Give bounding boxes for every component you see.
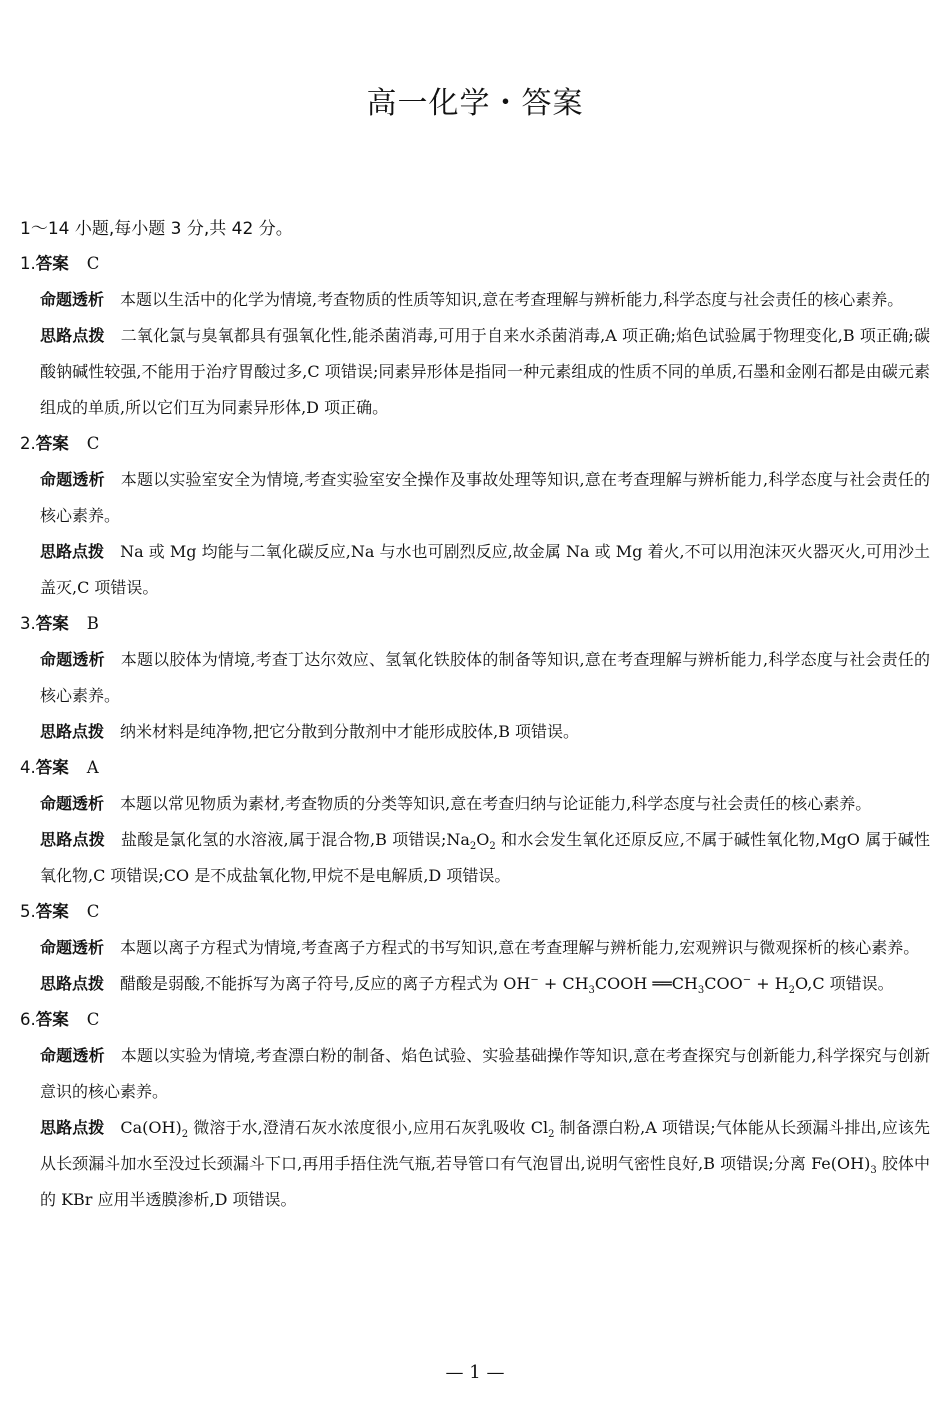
answer-label: 答案: [35, 758, 69, 777]
answer-label: 答案: [35, 434, 69, 453]
question-number: 4.: [20, 758, 36, 777]
answer-value: C: [86, 1010, 100, 1029]
hint-paragraph: [40, 1110, 930, 1218]
answer-value: C: [86, 902, 100, 921]
question-item: [20, 606, 930, 750]
question-number: 1.: [20, 254, 36, 273]
hint-paragraph: [40, 822, 930, 894]
analysis-label: 命题透析: [40, 1046, 105, 1065]
answer-value: A: [86, 758, 99, 777]
hint-label: 思路点拨: [40, 830, 105, 849]
analysis-paragraph: [40, 1038, 930, 1110]
question-header: [20, 426, 930, 462]
question-item: [20, 246, 930, 426]
question-header: [20, 1002, 930, 1038]
hint-paragraph: [40, 714, 930, 750]
question-number: 2.: [20, 434, 36, 453]
question-number: 5.: [20, 902, 36, 921]
analysis-paragraph: [40, 930, 930, 966]
question-header: [20, 606, 930, 642]
analysis-text: 本题以实验为情境,考查漂白粉的制备、焰色试验、实验基础操作等知识,意在考查探究与创新能力,科学探究与创新意识的核心素养。: [40, 1046, 930, 1101]
hint-text: Na 或 Mg 均能与二氧化碳反应,Na 与水也可剧烈反应,故金属 Na 或 Mg 着火,不可以用泡沫灭火器灭火,可用沙土盖灭,C 项错误。: [40, 542, 930, 597]
question-number: 3.: [20, 614, 36, 633]
question-header: [20, 894, 930, 930]
hint-paragraph: [40, 534, 930, 606]
hint-label: 思路点拨: [40, 326, 105, 345]
analysis-label: 命题透析: [40, 938, 105, 957]
analysis-paragraph: [40, 282, 930, 318]
analysis-text: 本题以胶体为情境,考查丁达尔效应、氢氧化铁胶体的制备等知识,意在考查理解与辨析能力,科学态度与社会责任的核心素养。: [40, 650, 930, 705]
analysis-label: 命题透析: [40, 650, 105, 669]
answer-label: 答案: [35, 902, 69, 921]
question-header: [20, 750, 930, 786]
hint-text: 醋酸是弱酸,不能拆写为离子符号,反应的离子方程式为 $OH^- + CH_3COOH$ $══CH_3COO^- + H_2O,C$ 项错误。: [120, 974, 894, 997]
analysis-label: 命题透析: [40, 794, 105, 813]
hint-label: 思路点拨: [40, 722, 105, 741]
hint-paragraph: [40, 966, 930, 1002]
analysis-text: 本题以常见物质为素材,考查物质的分类等知识,意在考查归纳与论证能力,科学态度与社会责任的核心素养。: [120, 794, 872, 813]
analysis-label: 命题透析: [40, 290, 105, 309]
answer-label: 答案: [35, 1010, 69, 1029]
question-item: [20, 426, 930, 606]
analysis-paragraph: [40, 642, 930, 714]
question-item: [20, 750, 930, 894]
answer-label: 答案: [35, 254, 69, 273]
question-item: [20, 894, 930, 1002]
answer-label: 答案: [35, 614, 69, 633]
answer-list: [20, 246, 930, 1218]
answer-value: C: [86, 434, 100, 453]
question-header: [20, 246, 930, 282]
answer-value: B: [86, 614, 99, 633]
hint-text: 纳米材料是纯净物,把它分散到分散剂中才能形成胶体,B 项错误。: [120, 722, 580, 741]
question-item: [20, 1002, 930, 1218]
analysis-label: 命题透析: [40, 470, 105, 489]
page-number: — 1 —: [445, 1362, 505, 1383]
analysis-paragraph: [40, 786, 930, 822]
question-number: 6.: [20, 1010, 36, 1029]
answer-value: C: [86, 254, 100, 273]
hint-label: 思路点拨: [40, 542, 105, 561]
hint-label: 思路点拨: [40, 974, 105, 993]
analysis-text: 本题以离子方程式为情境,考查离子方程式的书写知识,意在考查理解与辨析能力,宏观辨识与微观探析的核心素养。: [120, 938, 920, 957]
hint-text: $Ca(OH)_2$ 微溶于水,澄清石灰水浓度很小,应用石灰乳吸收 $Cl_2$ 制备漂白粉,A 项错误;气体能从长颈漏斗排出,应该先从长颈漏斗加水至没过长颈漏斗下口,再用手捂住洗气瓶,若导管口有气泡冒出,说明气密性良好,B 项错误;分离 $Fe(OH)_3$ 胶体中的 KBr 应用半透膜渗析,D 项错误。: [40, 1118, 930, 1209]
page-title: 高一化学・答案: [366, 86, 584, 121]
section-intro: 1～14 小题,每小题 3 分,共 42 分。: [20, 219, 293, 239]
hint-text: 二氧化氯与臭氧都具有强氧化性,能杀菌消毒,可用于自来水杀菌消毒,A 项正确;焰色试验属于物理变化,B 项正确;碳酸钠碱性较强,不能用于治疗胃酸过多,C 项错误;同素异形体是指同一种元素组成的性质不同的单质,石墨和金刚石都是由碳元素组成的单质,所以它们互为同素异形体,D 项正确。: [40, 326, 930, 417]
hint-paragraph: [40, 318, 930, 426]
analysis-text: 本题以生活中的化学为情境,考查物质的性质等知识,意在考查理解与辨析能力,科学态度与社会责任的核心素养。: [120, 290, 904, 309]
analysis-text: 本题以实验室安全为情境,考查实验室安全操作及事故处理等知识,意在考查理解与辨析能力,科学态度与社会责任的核心素养。: [40, 470, 930, 525]
hint-text: 盐酸是氯化氢的水溶液,属于混合物,B 项错误$;Na_2O_2$ 和水会发生氧化还原反应,不属于碱性氧化物,MgO 属于碱性氧化物,C 项错误;CO 是不成盐氧化物,甲烷不是电解质,D 项错误。: [40, 830, 930, 885]
analysis-paragraph: [40, 462, 930, 534]
hint-label: 思路点拨: [40, 1118, 105, 1137]
